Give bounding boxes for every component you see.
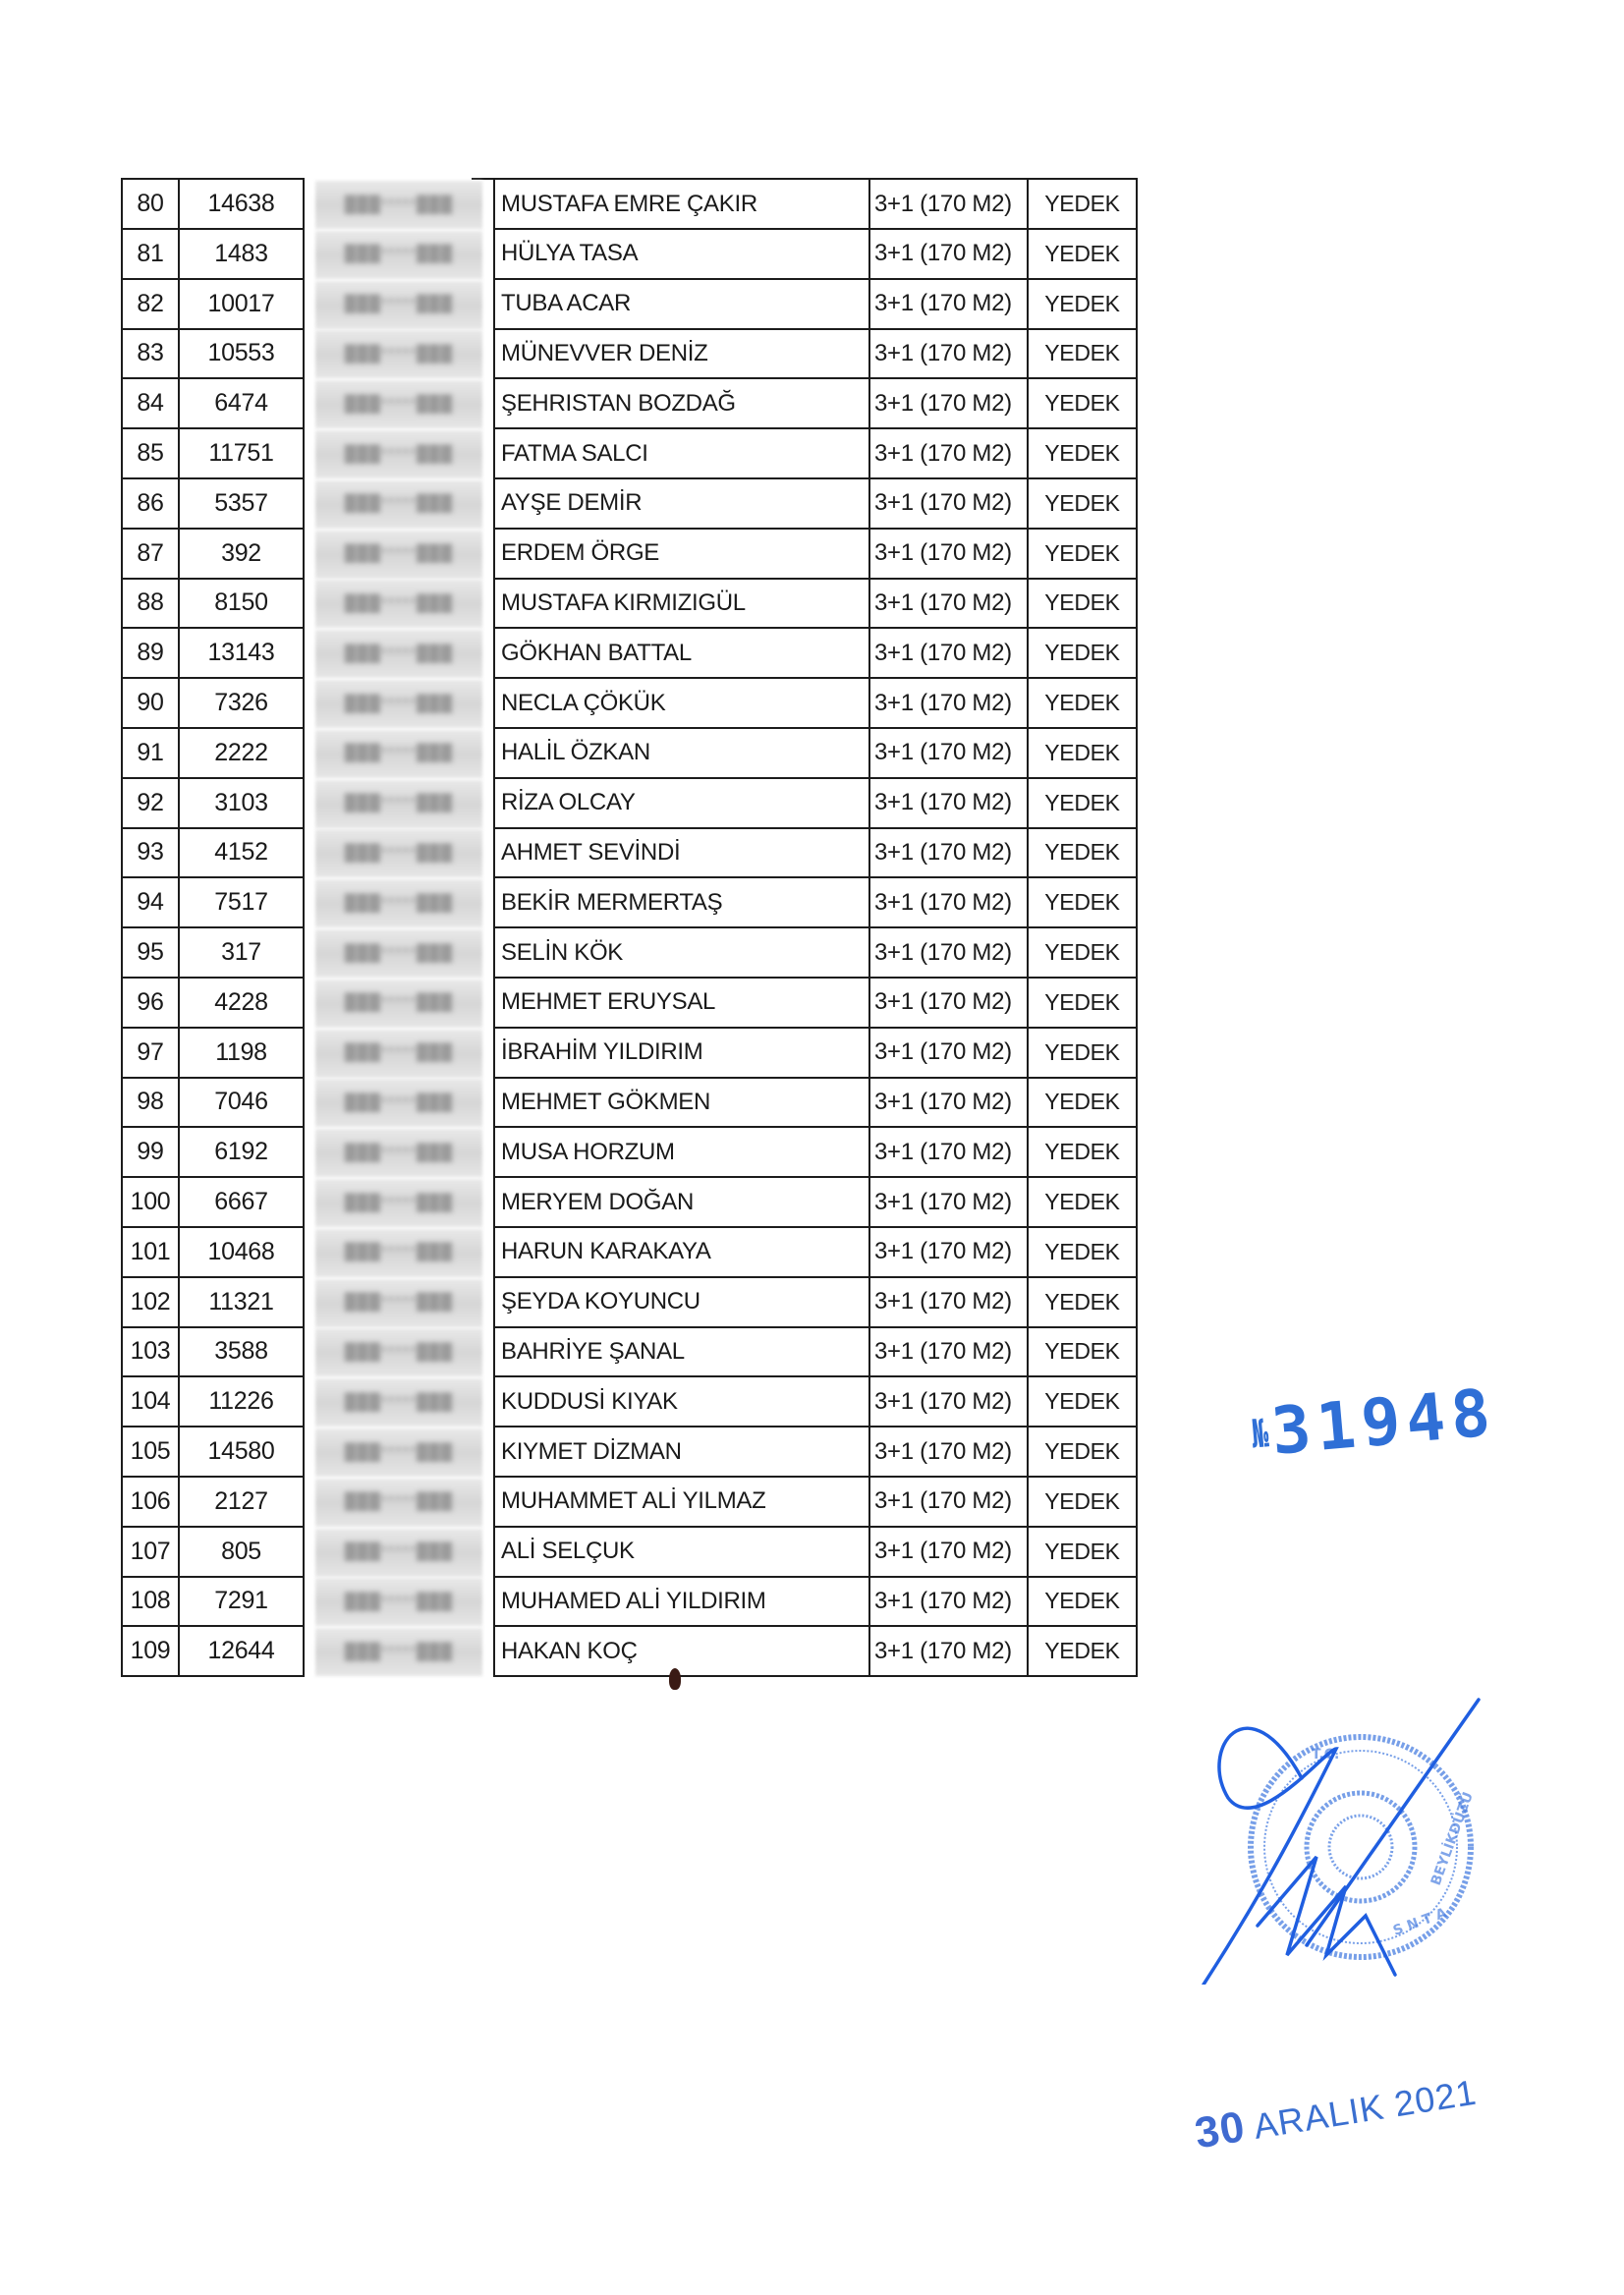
applicant-name: MUSTAFA EMRE ÇAKIR <box>493 180 870 230</box>
applicant-name: MEHMET ERUYSAL <box>493 979 870 1029</box>
numero-sign: № <box>1250 1411 1271 1458</box>
housing-type: 3+1 (170 M2) <box>870 1178 1029 1228</box>
redaction-blur: ███*****███ <box>315 1229 482 1277</box>
housing-type: 3+1 (170 M2) <box>870 1528 1029 1578</box>
table-row <box>121 1278 1138 1328</box>
row-number: 85 <box>121 429 180 479</box>
redacted-id-number <box>305 1478 493 1528</box>
housing-type: 3+1 (170 M2) <box>870 579 1029 629</box>
status-badge: YEDEK <box>1029 1128 1138 1178</box>
table-row <box>121 1377 1138 1427</box>
redacted-id-number <box>305 1577 493 1627</box>
redacted-id-number <box>305 1528 493 1578</box>
redacted-id-number <box>305 1078 493 1128</box>
redacted-id-number <box>305 329 493 379</box>
applicant-name: FATMA SALCI <box>493 429 870 479</box>
redaction-blur: ███*****███ <box>315 1428 482 1477</box>
application-number: 6474 <box>180 379 305 429</box>
applicant-name: HARUN KARAKAYA <box>493 1228 870 1278</box>
applicant-name: AYŞE DEMİR <box>493 479 870 530</box>
applicant-name: HAKAN KOÇ <box>493 1627 870 1677</box>
housing-type: 3+1 (170 M2) <box>870 928 1029 979</box>
housing-type: 3+1 (170 M2) <box>870 230 1029 280</box>
table-row <box>121 1427 1138 1478</box>
table-row <box>121 1029 1138 1079</box>
ink-blot <box>669 1668 681 1690</box>
housing-type: 3+1 (170 M2) <box>870 679 1029 729</box>
table-row <box>121 1528 1138 1578</box>
housing-type: 3+1 (170 M2) <box>870 479 1029 530</box>
redacted-id-number <box>305 1377 493 1427</box>
redaction-blur: ███*****███ <box>315 1129 482 1177</box>
table-row <box>121 1478 1138 1528</box>
application-number: 3588 <box>180 1327 305 1377</box>
redaction-blur: ███*****███ <box>315 780 482 828</box>
svg-text:T.C.: T.C. <box>1312 1747 1340 1763</box>
redacted-id-number <box>305 479 493 530</box>
table-row <box>121 1178 1138 1228</box>
date-month-year: ARALIK 2021 <box>1251 2071 1480 2147</box>
row-number: 90 <box>121 679 180 729</box>
row-number: 81 <box>121 230 180 280</box>
applicant-name: ŞEYDA KOYUNCU <box>493 1278 870 1328</box>
application-number: 6667 <box>180 1178 305 1228</box>
application-number: 10553 <box>180 329 305 379</box>
applicant-name: AHMET SEVİNDİ <box>493 828 870 878</box>
status-badge: YEDEK <box>1029 729 1138 779</box>
application-number: 1483 <box>180 230 305 280</box>
redaction-blur: ███*****███ <box>315 580 482 628</box>
table-row <box>121 1627 1138 1677</box>
table-row <box>121 379 1138 429</box>
table-row <box>121 979 1138 1029</box>
redaction-blur: ███*****███ <box>315 430 482 478</box>
redaction-blur: ███*****███ <box>315 480 482 529</box>
application-number: 317 <box>180 928 305 979</box>
application-number: 1198 <box>180 1029 305 1079</box>
applicant-name: SELİN KÖK <box>493 928 870 979</box>
redaction-blur: ███*****███ <box>315 531 482 579</box>
redaction-blur: ███*****███ <box>315 929 482 978</box>
redaction-blur: ███*****███ <box>315 281 482 329</box>
application-number: 4152 <box>180 828 305 878</box>
row-number: 104 <box>121 1377 180 1427</box>
date-day: 30 <box>1191 2101 1249 2158</box>
housing-type: 3+1 (170 M2) <box>870 729 1029 779</box>
row-number: 105 <box>121 1427 180 1478</box>
row-number: 84 <box>121 379 180 429</box>
redaction-blur: ███*****███ <box>315 879 482 927</box>
application-number: 7046 <box>180 1078 305 1128</box>
redacted-id-number <box>305 180 493 230</box>
redacted-id-number <box>305 729 493 779</box>
application-number: 2222 <box>180 729 305 779</box>
application-number: 392 <box>180 530 305 580</box>
status-badge: YEDEK <box>1029 1078 1138 1128</box>
applicant-name: MERYEM DOĞAN <box>493 1178 870 1228</box>
table-row <box>121 1228 1138 1278</box>
housing-type: 3+1 (170 M2) <box>870 1228 1029 1278</box>
redacted-id-number <box>305 280 493 330</box>
row-number: 100 <box>121 1178 180 1228</box>
table-row <box>121 1327 1138 1377</box>
table-row <box>121 429 1138 479</box>
housing-type: 3+1 (170 M2) <box>870 429 1029 479</box>
serial-number: 31948 <box>1268 1374 1499 1470</box>
redacted-id-number <box>305 928 493 979</box>
redaction-blur: ███*****███ <box>315 1479 482 1527</box>
redacted-id-number <box>305 828 493 878</box>
housing-type: 3+1 (170 M2) <box>870 779 1029 829</box>
redacted-id-number <box>305 1128 493 1178</box>
row-number: 101 <box>121 1228 180 1278</box>
redaction-blur: ███*****███ <box>315 1328 482 1376</box>
row-number: 98 <box>121 1078 180 1128</box>
redacted-id-number <box>305 1627 493 1677</box>
redacted-id-number <box>305 1178 493 1228</box>
redaction-blur: ███*****███ <box>315 630 482 678</box>
status-badge: YEDEK <box>1029 1627 1138 1677</box>
redacted-id-number <box>305 1327 493 1377</box>
status-badge: YEDEK <box>1029 429 1138 479</box>
housing-type: 3+1 (170 M2) <box>870 180 1029 230</box>
table-row <box>121 530 1138 580</box>
housing-type: 3+1 (170 M2) <box>870 530 1029 580</box>
application-number: 7326 <box>180 679 305 729</box>
redaction-blur: ███*****███ <box>315 1179 482 1227</box>
redaction-blur: ███*****███ <box>315 231 482 279</box>
row-number: 94 <box>121 878 180 928</box>
table-row <box>121 180 1138 230</box>
row-number: 102 <box>121 1278 180 1328</box>
row-number: 83 <box>121 329 180 379</box>
status-badge: YEDEK <box>1029 878 1138 928</box>
applicant-name: İBRAHİM YILDIRIM <box>493 1029 870 1079</box>
status-badge: YEDEK <box>1029 1029 1138 1079</box>
applicant-name: MUHAMMET ALİ YILMAZ <box>493 1478 870 1528</box>
applicant-name: HÜLYA TASA <box>493 230 870 280</box>
application-number: 10017 <box>180 280 305 330</box>
application-number: 13143 <box>180 629 305 679</box>
row-number: 87 <box>121 530 180 580</box>
status-badge: YEDEK <box>1029 629 1138 679</box>
row-number: 88 <box>121 579 180 629</box>
applicant-name: MUSTAFA KIRMIZIGÜL <box>493 579 870 629</box>
official-seal-and-signature-icon <box>1189 1690 1484 1985</box>
application-number: 7291 <box>180 1577 305 1627</box>
table-row <box>121 1078 1138 1128</box>
status-badge: YEDEK <box>1029 828 1138 878</box>
status-badge: YEDEK <box>1029 1278 1138 1328</box>
row-number: 109 <box>121 1627 180 1677</box>
row-number: 107 <box>121 1528 180 1578</box>
table-row <box>121 779 1138 829</box>
redaction-blur: ███*****███ <box>315 1578 482 1626</box>
status-badge: YEDEK <box>1029 1478 1138 1528</box>
redacted-id-number <box>305 1278 493 1328</box>
redacted-id-number <box>305 530 493 580</box>
table-row <box>121 629 1138 679</box>
applicant-name: NECLA ÇÖKÜK <box>493 679 870 729</box>
applicant-name: KIYMET DİZMAN <box>493 1427 870 1478</box>
status-badge: YEDEK <box>1029 928 1138 979</box>
row-number: 103 <box>121 1327 180 1377</box>
row-number: 97 <box>121 1029 180 1079</box>
housing-type: 3+1 (170 M2) <box>870 1078 1029 1128</box>
application-number: 12644 <box>180 1627 305 1677</box>
redacted-id-number <box>305 979 493 1029</box>
housing-type: 3+1 (170 M2) <box>870 828 1029 878</box>
housing-type: 3+1 (170 M2) <box>870 979 1029 1029</box>
housing-type: 3+1 (170 M2) <box>870 878 1029 928</box>
row-number: 80 <box>121 180 180 230</box>
application-number: 10468 <box>180 1228 305 1278</box>
row-number: 89 <box>121 629 180 679</box>
redacted-id-number <box>305 1427 493 1478</box>
application-number: 4228 <box>180 979 305 1029</box>
application-number: 8150 <box>180 579 305 629</box>
svg-text:S N T A: S N T A <box>1390 1905 1449 1939</box>
row-number: 106 <box>121 1478 180 1528</box>
status-badge: YEDEK <box>1029 679 1138 729</box>
status-badge: YEDEK <box>1029 280 1138 330</box>
applicant-name: HALİL ÖZKAN <box>493 729 870 779</box>
table-row <box>121 828 1138 878</box>
redaction-blur: ███*****███ <box>315 730 482 778</box>
housing-type: 3+1 (170 M2) <box>870 1128 1029 1178</box>
redacted-id-number <box>305 1029 493 1079</box>
housing-type: 3+1 (170 M2) <box>870 1029 1029 1079</box>
housing-type: 3+1 (170 M2) <box>870 1577 1029 1627</box>
status-badge: YEDEK <box>1029 1427 1138 1478</box>
redacted-id-number <box>305 679 493 729</box>
application-number: 7517 <box>180 878 305 928</box>
application-number: 14580 <box>180 1427 305 1478</box>
applicant-name: ŞEHRISTAN BOZDAĞ <box>493 379 870 429</box>
serial-number-stamp <box>1245 1374 1499 1472</box>
svg-text:BEYLİKDÜZÜ: BEYLİKDÜZÜ <box>1428 1790 1477 1888</box>
redaction-blur: ███*****███ <box>315 829 482 877</box>
status-badge: YEDEK <box>1029 180 1138 230</box>
applicant-name: BEKİR MERMERTAŞ <box>493 878 870 928</box>
table-row <box>121 1128 1138 1178</box>
redacted-id-number <box>305 779 493 829</box>
redaction-blur: ███*****███ <box>315 1030 482 1078</box>
housing-type: 3+1 (170 M2) <box>870 1327 1029 1377</box>
redaction-blur: ███*****███ <box>315 330 482 378</box>
row-number: 95 <box>121 928 180 979</box>
applicant-name: MÜNEVVER DENİZ <box>493 329 870 379</box>
housing-type: 3+1 (170 M2) <box>870 1627 1029 1677</box>
application-number: 805 <box>180 1528 305 1578</box>
row-number: 99 <box>121 1128 180 1178</box>
redaction-blur: ███*****███ <box>315 1628 482 1676</box>
redaction-blur: ███*****███ <box>315 1079 482 1127</box>
table-row <box>121 679 1138 729</box>
housing-type: 3+1 (170 M2) <box>870 629 1029 679</box>
status-badge: YEDEK <box>1029 1377 1138 1427</box>
status-badge: YEDEK <box>1029 530 1138 580</box>
table-row <box>121 280 1138 330</box>
row-number: 93 <box>121 828 180 878</box>
redacted-id-number <box>305 579 493 629</box>
applicant-name: BAHRİYE ŞANAL <box>493 1327 870 1377</box>
application-number: 11226 <box>180 1377 305 1427</box>
row-number: 92 <box>121 779 180 829</box>
status-badge: YEDEK <box>1029 1178 1138 1228</box>
application-number: 14638 <box>180 180 305 230</box>
table-row <box>121 579 1138 629</box>
applicant-name: MEHMET GÖKMEN <box>493 1078 870 1128</box>
housing-type: 3+1 (170 M2) <box>870 1278 1029 1328</box>
housing-type: 3+1 (170 M2) <box>870 280 1029 330</box>
table-row <box>121 479 1138 530</box>
redacted-id-number <box>305 1228 493 1278</box>
status-badge: YEDEK <box>1029 779 1138 829</box>
redaction-blur: ███*****███ <box>315 980 482 1028</box>
housing-type: 3+1 (170 M2) <box>870 1377 1029 1427</box>
redaction-blur: ███*****███ <box>315 1378 482 1427</box>
table-row <box>121 329 1138 379</box>
table-row <box>121 1577 1138 1627</box>
status-badge: YEDEK <box>1029 1528 1138 1578</box>
application-number: 3103 <box>180 779 305 829</box>
table-row <box>121 729 1138 779</box>
housing-type: 3+1 (170 M2) <box>870 1427 1029 1478</box>
applicant-name: ERDEM ÖRGE <box>493 530 870 580</box>
redacted-id-number <box>305 230 493 280</box>
applicant-name: MUHAMED ALİ YILDIRIM <box>493 1577 870 1627</box>
status-badge: YEDEK <box>1029 1327 1138 1377</box>
status-badge: YEDEK <box>1029 379 1138 429</box>
application-number: 5357 <box>180 479 305 530</box>
redaction-blur: ███*****███ <box>315 680 482 728</box>
redacted-id-number <box>305 878 493 928</box>
row-number: 108 <box>121 1577 180 1627</box>
redacted-id-number <box>305 629 493 679</box>
status-badge: YEDEK <box>1029 1577 1138 1627</box>
redaction-blur: ███*****███ <box>315 181 482 229</box>
applicant-name: ALİ SELÇUK <box>493 1528 870 1578</box>
application-number: 11751 <box>180 429 305 479</box>
applicant-name: RİZA OLCAY <box>493 779 870 829</box>
redacted-id-number <box>305 429 493 479</box>
status-badge: YEDEK <box>1029 979 1138 1029</box>
redaction-blur: ███*****███ <box>315 1529 482 1577</box>
status-badge: YEDEK <box>1029 579 1138 629</box>
date-stamp <box>1192 2066 1480 2159</box>
row-number: 82 <box>121 280 180 330</box>
status-badge: YEDEK <box>1029 329 1138 379</box>
housing-type: 3+1 (170 M2) <box>870 379 1029 429</box>
applicant-name: MUSA HORZUM <box>493 1128 870 1178</box>
redaction-blur: ███*****███ <box>315 380 482 428</box>
application-number: 6192 <box>180 1128 305 1178</box>
application-number: 11321 <box>180 1278 305 1328</box>
redacted-id-number <box>305 379 493 429</box>
housing-type: 3+1 (170 M2) <box>870 329 1029 379</box>
redaction-blur: ███*****███ <box>315 1279 482 1327</box>
table-row <box>121 230 1138 280</box>
table-row <box>121 928 1138 979</box>
housing-type: 3+1 (170 M2) <box>870 1478 1029 1528</box>
status-badge: YEDEK <box>1029 1228 1138 1278</box>
status-badge: YEDEK <box>1029 230 1138 280</box>
status-badge: YEDEK <box>1029 479 1138 530</box>
row-number: 86 <box>121 479 180 530</box>
row-number: 91 <box>121 729 180 779</box>
applicant-name: KUDDUSİ KIYAK <box>493 1377 870 1427</box>
table-row <box>121 878 1138 928</box>
row-number: 96 <box>121 979 180 1029</box>
applicant-name: GÖKHAN BATTAL <box>493 629 870 679</box>
application-number: 2127 <box>180 1478 305 1528</box>
applicant-name: TUBA ACAR <box>493 280 870 330</box>
